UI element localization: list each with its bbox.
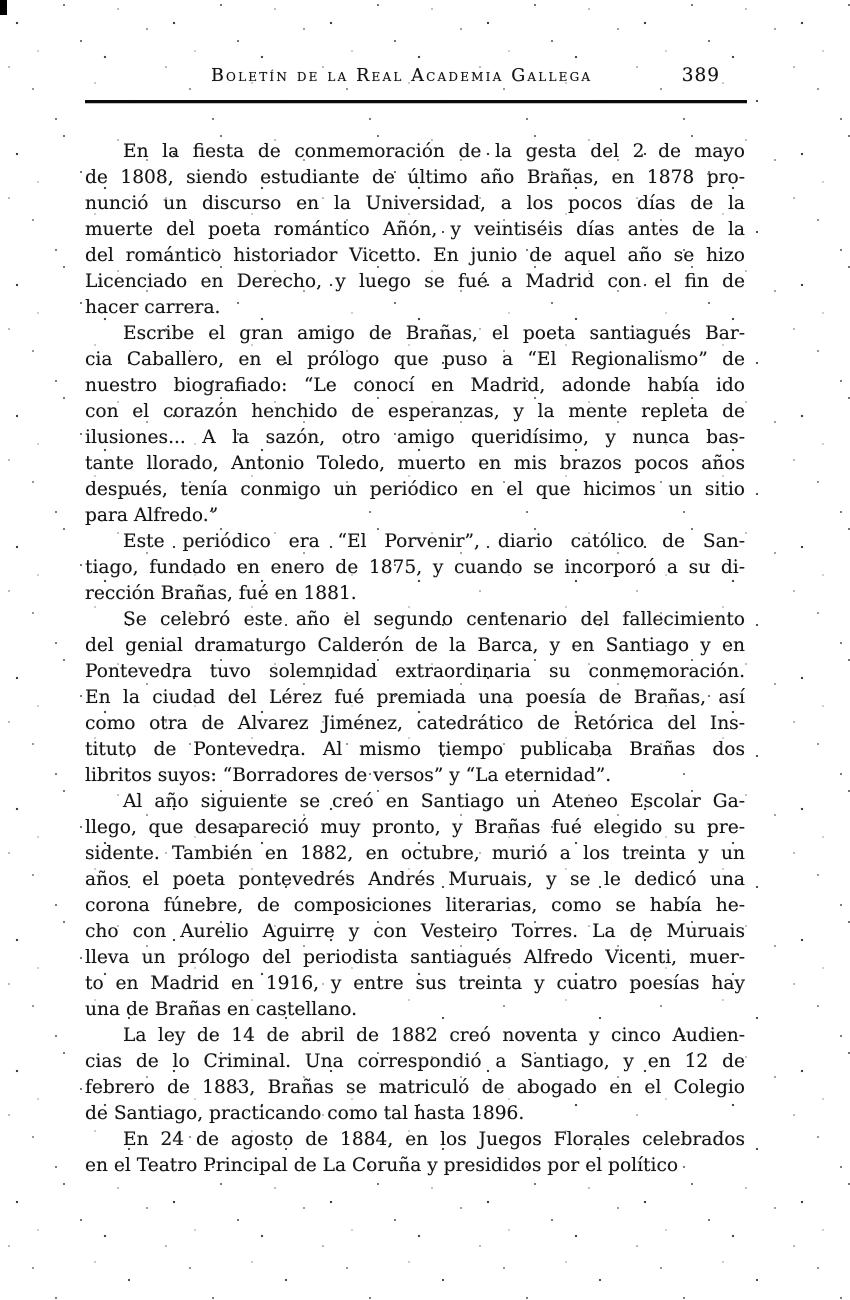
text-line: cho con Aurelio Aguirre y con Vesteiro Torres. La de Muruais — [85, 921, 745, 942]
text-line: en el Teatro Principal de La Coruña y presididos por el político — [85, 1155, 679, 1176]
text-line: En la fiesta de conmemoración de la gesta del 2 de mayo — [123, 141, 745, 162]
text-line: una de Brañas en castellano. — [85, 999, 358, 1020]
text-line: cias de lo Criminal. Una correspondió a Santiago, y en 12 de — [85, 1051, 745, 1072]
text-line: libritos suyos: “Borradores de versos” y “La eternidad”. — [85, 765, 612, 786]
text-line: corona fúnebre, de composiciones literarias, como se había he- — [85, 895, 745, 916]
text-line: tituto de Pontevedra. Al mismo tiempo publicaba Brañas dos — [85, 739, 745, 760]
text-line: hacer carrera. — [85, 297, 221, 318]
text-line: rección Brañas, fué en 1881. — [85, 583, 357, 604]
text-line: de 1808, siendo estudiante de último año Brañas, en 1878 pro- — [85, 167, 745, 188]
text-line: lleva un prólogo del periodista santiagués Alfredo Vicenti, muer- — [85, 947, 745, 968]
text-line: de Santiago, practicando como tal hasta 1896. — [85, 1103, 525, 1124]
paragraph — [85, 789, 745, 1023]
text-line: para Alfredo.” — [85, 505, 219, 526]
text-line: Licenciado en Derecho, y luego se fué a Madrid con el fin de — [85, 271, 745, 292]
text-line: En la ciudad del Lérez fué premiada una poesía de Brañas, así — [85, 687, 745, 708]
text-line: muerte del poeta romántico Añón, y veintiséis días antes de la — [85, 219, 745, 240]
running-header — [85, 66, 745, 92]
text-line: cia Caballero, en el prólogo que puso a “El Regionalismo” de — [85, 349, 745, 370]
text-line: del genial dramaturgo Calderón de la Barca, y en Santiago y en — [85, 635, 745, 656]
text-line: En 24 de agosto de 1884, en los Juegos Florales celebrados — [123, 1129, 745, 1150]
paragraph — [85, 607, 745, 789]
paragraph — [85, 321, 745, 529]
text-line: febrero de 1883, Brañas se matriculó de abogado en el Colegio — [85, 1077, 745, 1098]
text-line: Este periódico era “El Porvenir”, diario católico de San- — [123, 531, 745, 552]
text-line: del romántico historiador Vicetto. En junio de aquel año se hizo — [85, 245, 745, 266]
text-line: La ley de 14 de abril de 1882 creó noventa y cinco Audien- — [123, 1025, 745, 1046]
journal-title: Boletín de la Real Academia Gallega — [211, 66, 593, 86]
text-line: Pontevedra tuvo solemnidad extraordinaria su conmemoración. — [85, 661, 745, 682]
paragraph — [85, 1023, 745, 1127]
text-line: llego, que desapareció muy pronto, y Brañas fué elegido su pre- — [85, 817, 745, 838]
paragraph — [85, 529, 745, 607]
text-line: Escribe el gran amigo de Brañas, el poeta santiagués Bar- — [123, 323, 745, 344]
text-line: como otra de Alvarez Jiménez, catedrático de Retórica del Ins- — [85, 713, 745, 734]
text-line: nunció un discurso en la Universidad, a los pocos días de la — [85, 193, 745, 214]
text-line: tante llorado, Antonio Toledo, muerto en mis brazos pocos años — [85, 453, 745, 474]
text-line: con el corazón henchido de esperanzas, y la mente repleta de — [85, 401, 745, 422]
text-line: sidente. También en 1882, en octubre, murió a los treinta y un — [85, 843, 745, 864]
scan-artifact-corner — [0, 0, 7, 15]
text-line: Se celebró este año el segundo centenario del fallecimiento — [123, 609, 745, 630]
text-line: Al año siguiente se creó en Santiago un Ateneo Escolar Ga- — [123, 791, 745, 812]
text-line: ilusiones... A la sazón, otro amigo queridísimo, y nunca bas- — [85, 427, 745, 448]
header-rule — [85, 100, 747, 103]
text-line: to en Madrid en 1916, y entre sus treinta y cuatro poesías hay — [85, 973, 745, 994]
text-line: tiago, fundado en enero de 1875, y cuando se incorporó a su di- — [85, 557, 745, 578]
paragraph — [85, 139, 745, 321]
text-line: después, tenía conmigo un periódico en el que hicimos un sitio — [85, 479, 745, 500]
page-number: 389 — [681, 65, 720, 86]
text-line: años el poeta pontevedrés Andrés Muruais, y se le dedicó una — [85, 869, 745, 890]
text-line: nuestro biografiado: “Le conocí en Madrid, adonde había ido — [85, 375, 745, 396]
paragraph — [85, 1127, 745, 1179]
page-body-text — [85, 139, 745, 1179]
